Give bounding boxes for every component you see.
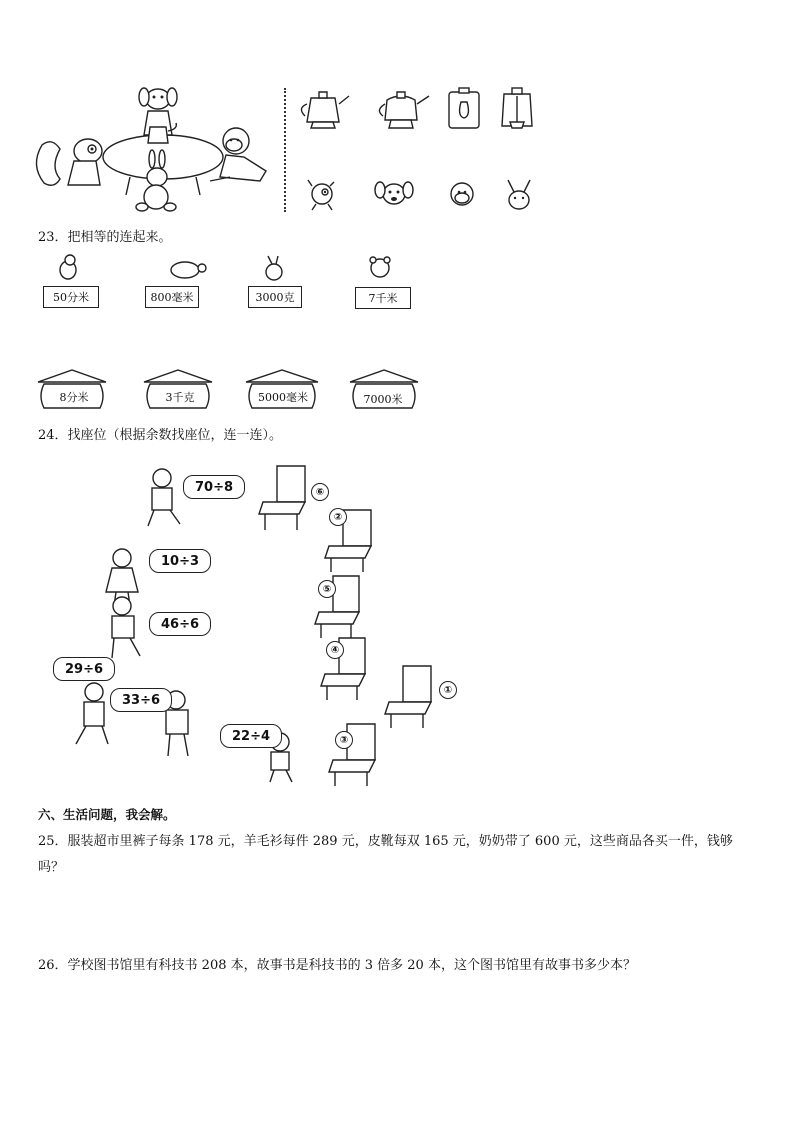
- label-800-millimeter: 800毫米: [145, 286, 199, 308]
- pot-label-7000-meter: 7000米: [363, 393, 403, 406]
- chair-icon: [329, 724, 375, 786]
- pot-label-3-kilogram: 3千克: [165, 391, 195, 404]
- seat-number-2: ②: [329, 508, 347, 526]
- animals-table-figure: [30, 85, 280, 215]
- seat-number-4: ④: [326, 641, 344, 659]
- bear-icon: [370, 257, 390, 277]
- animal-heads-row: [300, 176, 540, 216]
- section6-title: 六、生活问题，我会解。: [38, 807, 176, 822]
- q26-text: 26．学校图书馆里有科技书 208 本，故事书是科技书的 3 倍多 20 本，这个图书馆里有故事书多少本？: [38, 958, 636, 973]
- bubble-10-div-3: 10÷3: [149, 549, 211, 573]
- teapot-icon: [301, 92, 349, 128]
- seat-number-6: ⑥: [311, 483, 329, 501]
- teapot-icon: [379, 92, 429, 128]
- chair-icon: [385, 666, 431, 728]
- turtle-icon: [171, 262, 206, 278]
- chick-icon: [60, 255, 76, 279]
- label-7-kilometer: 7千米: [355, 287, 411, 309]
- rabbit-icon: [266, 256, 282, 280]
- q24-title: 24．找座位（根据余数找座位，连一连）。: [38, 428, 283, 443]
- squirrel-head-icon: [308, 180, 334, 210]
- bubble-70-div-8: 70÷8: [183, 475, 245, 499]
- seat-number-1: ①: [439, 681, 457, 699]
- dog-head-icon: [375, 182, 413, 204]
- child-icon: [112, 597, 140, 658]
- child-icon: [148, 469, 180, 526]
- bubble-46-div-6: 46÷6: [149, 612, 211, 636]
- pots-row: [295, 86, 545, 136]
- monkey-head-icon: [451, 183, 473, 205]
- q23-title: 23．把相等的连起来。: [38, 230, 172, 245]
- chair-icon: [259, 466, 305, 530]
- squirrel-icon: [36, 139, 102, 185]
- label-3000-gram: 3000克: [248, 286, 302, 308]
- coffee-pot-icon: [502, 88, 532, 128]
- seat-number-3: ③: [335, 731, 353, 749]
- child-icon: [76, 683, 108, 744]
- label-50-decimeter: 50分米: [43, 286, 99, 308]
- bubble-22-div-4: 22÷4: [220, 724, 282, 748]
- q25-text: 25．服装超市里裤子每条 178 元，羊毛衫每件 289 元，皮靴每双 165 元，奶奶带了 600 元，这些商品各买一件，钱够吗？: [38, 834, 733, 875]
- bubble-29-div-6: 29÷6: [53, 657, 115, 681]
- bubble-33-div-6: 33÷6: [110, 688, 172, 712]
- seat-number-5: ⑤: [318, 580, 336, 598]
- pot-label-8-decimeter: 8分米: [59, 391, 89, 404]
- bottle-icon: [449, 88, 479, 128]
- pot-label-5000-millimeter: 5000毫米: [258, 391, 308, 404]
- chairs-arc: [255, 460, 455, 790]
- rabbit-head-icon: [508, 180, 530, 209]
- dotted-divider: [284, 88, 286, 212]
